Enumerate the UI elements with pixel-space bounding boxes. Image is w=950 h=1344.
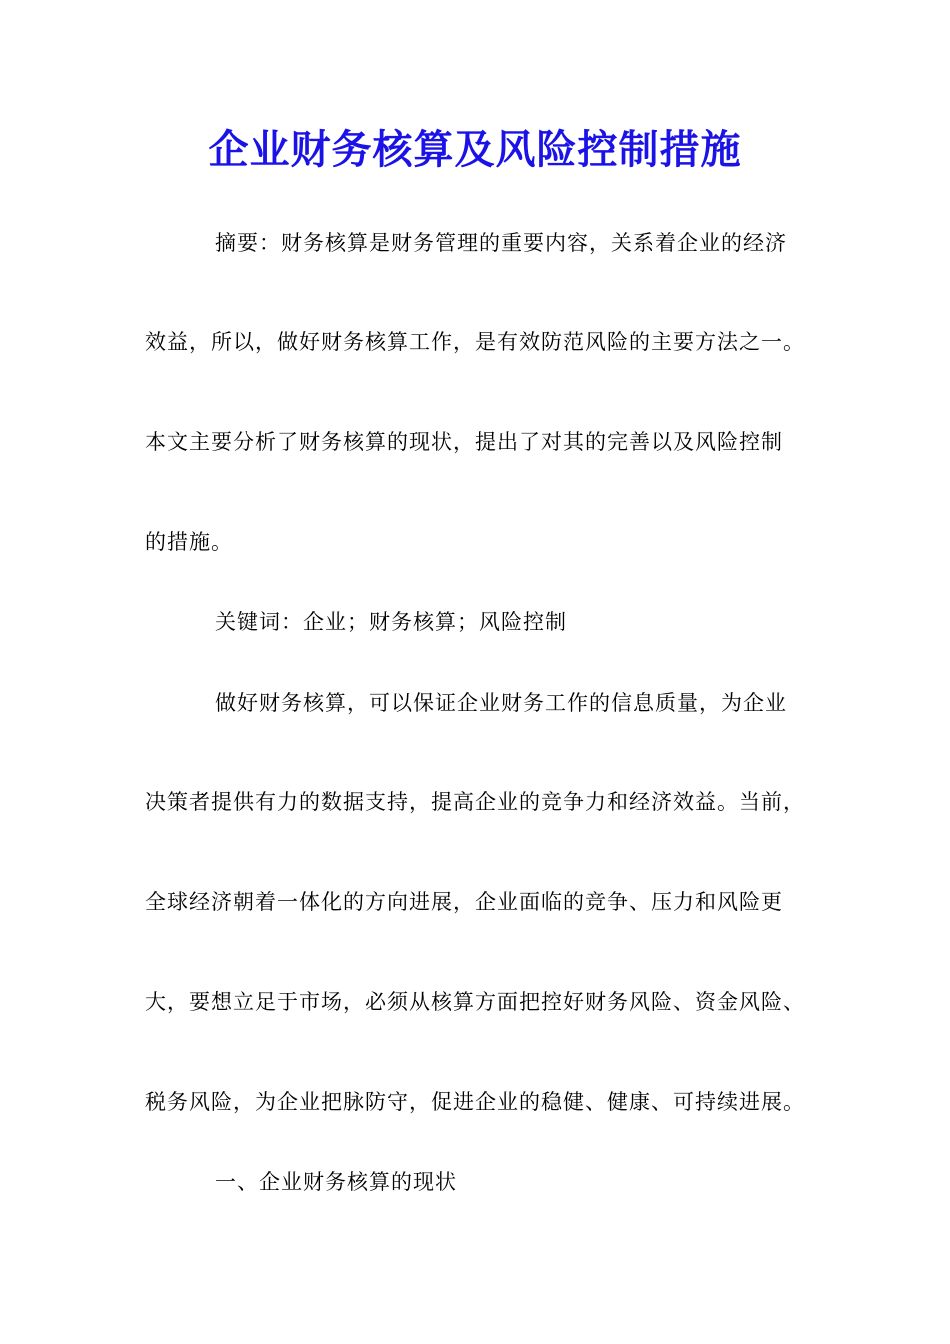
body-line-1: 做好财务核算，可以保证企业财务工作的信息质量，为企业 xyxy=(215,691,787,715)
keywords-line: 关键词：企业；财务核算；风险控制 xyxy=(215,610,567,634)
body-line-3: 全球经济朝着一体化的方向进展，企业面临的竞争、压力和风险更 xyxy=(145,890,783,914)
abstract-line-1: 摘要：财务核算是财务管理的重要内容，关系着企业的经济 xyxy=(215,231,787,255)
abstract-line-4: 的措施。 xyxy=(145,530,233,554)
document-title: 企业财务核算及风险控制措施 xyxy=(208,126,742,173)
body-line-4: 大，要想立足于市场，必须从核算方面把控好财务风险、资金风险、 xyxy=(145,990,805,1014)
section-heading: 一、企业财务核算的现状 xyxy=(215,1170,457,1194)
body-line-5: 税务风险，为企业把脉防守，促进企业的稳健、健康、可持续进展。 xyxy=(145,1090,805,1114)
abstract-line-3: 本文主要分析了财务核算的现状，提出了对其的完善以及风险控制 xyxy=(145,430,783,454)
abstract-line-2: 效益，所以，做好财务核算工作，是有效防范风险的主要方法之一。 xyxy=(145,330,805,354)
body-line-2: 决策者提供有力的数据支持，提高企业的竞争力和经济效益。当前， xyxy=(145,790,805,814)
